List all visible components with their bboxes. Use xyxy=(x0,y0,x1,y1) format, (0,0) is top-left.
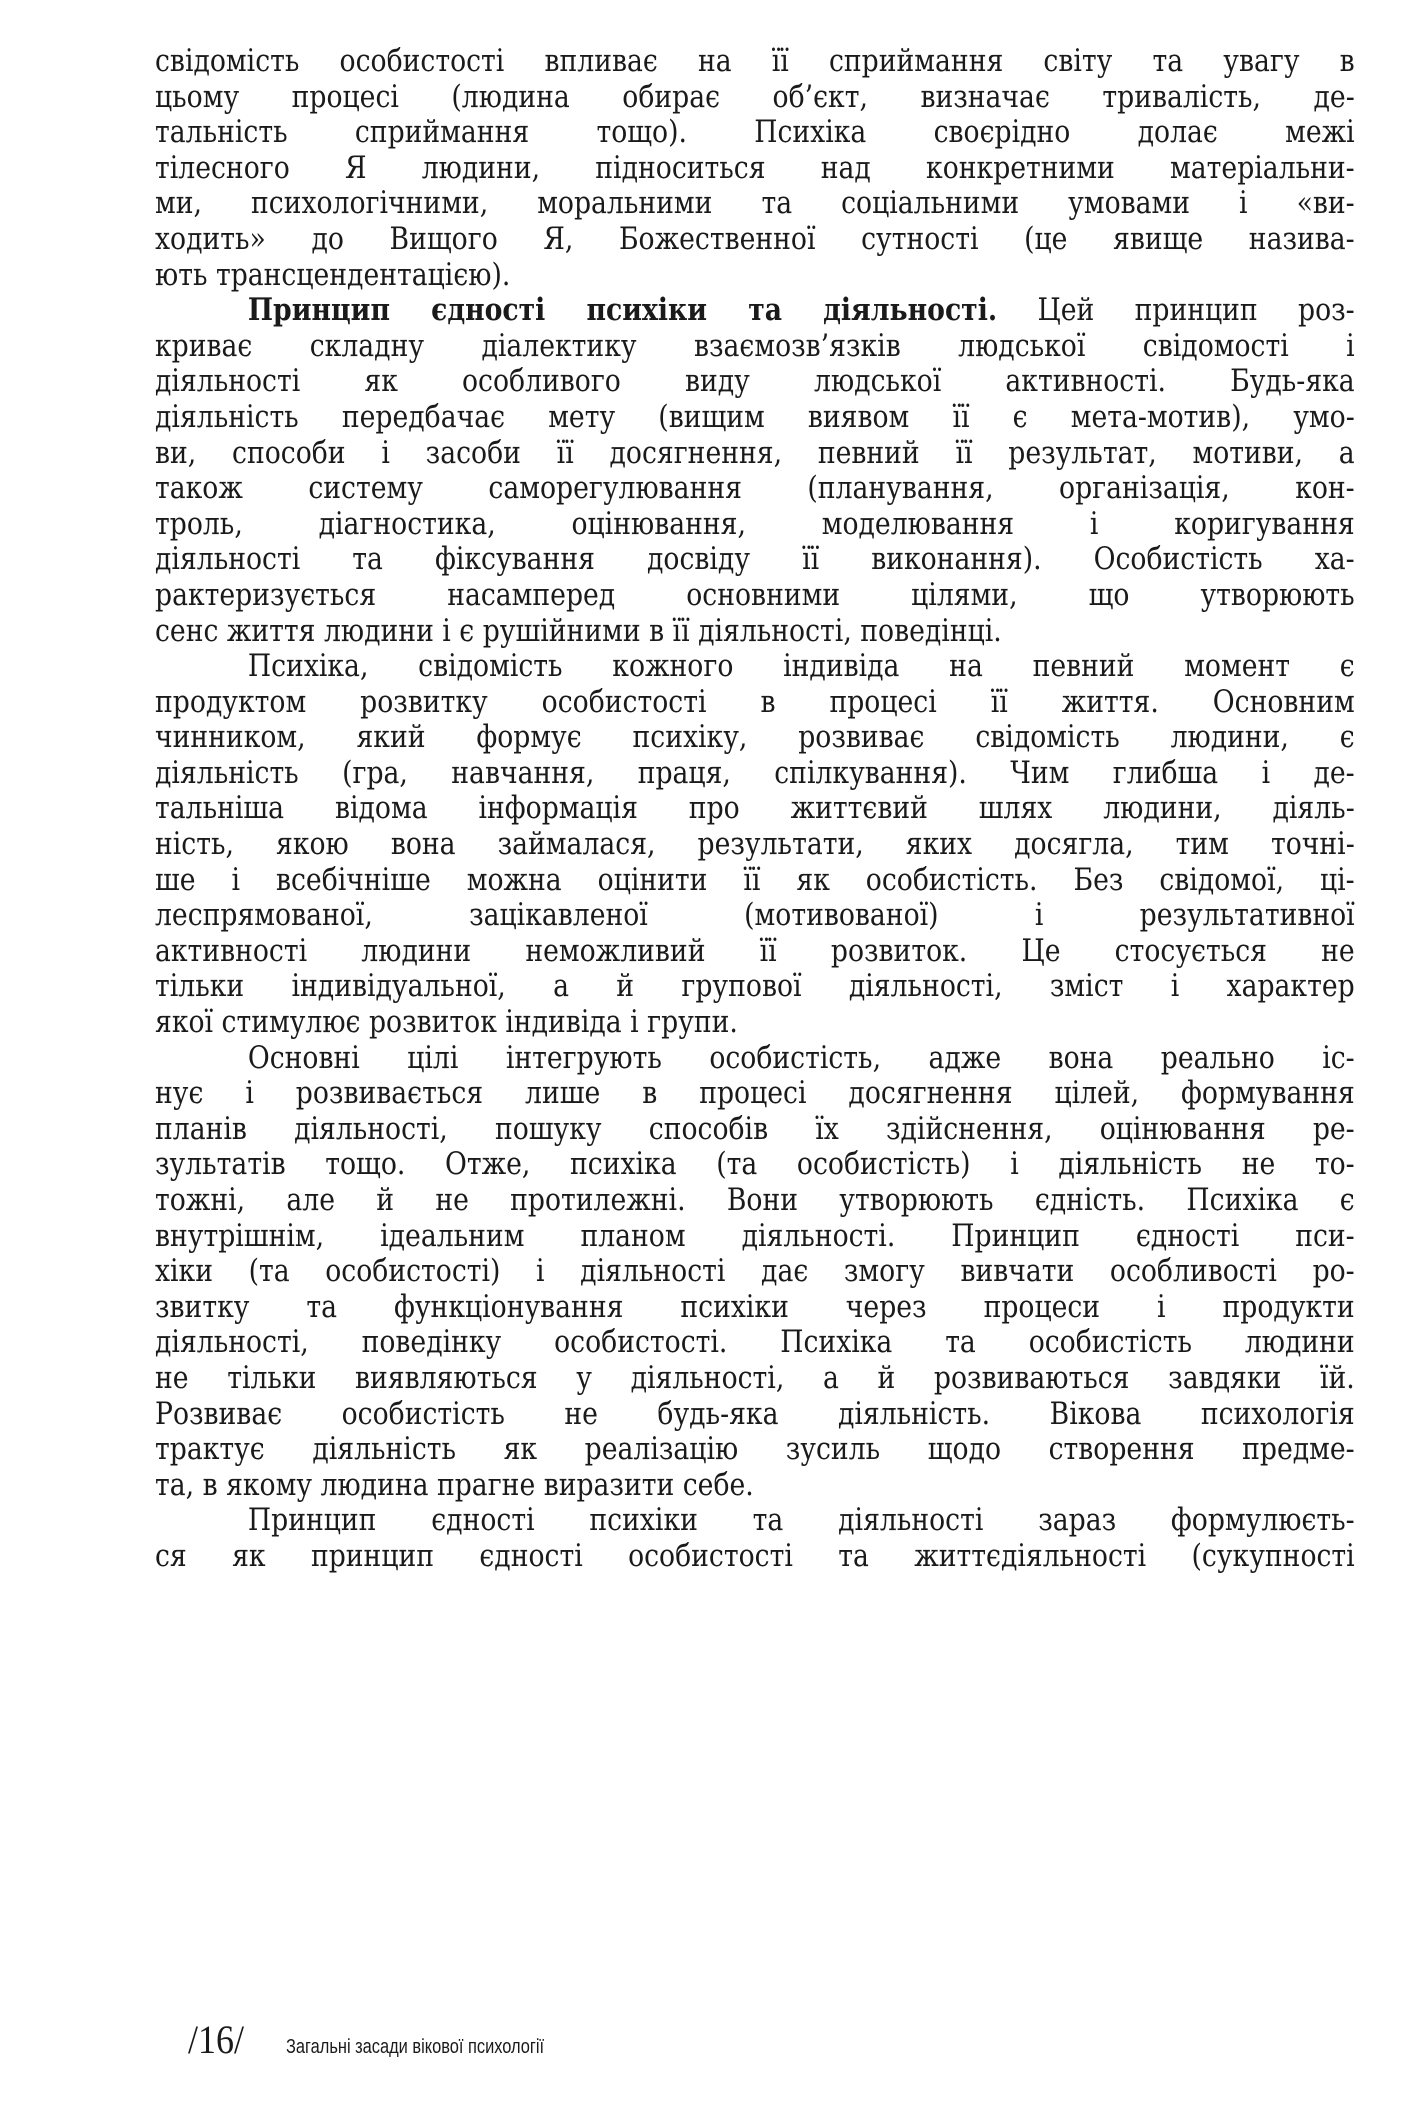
text-line: активності людини неможливий її розвиток. Це стосується не xyxy=(155,932,1355,969)
text-line: нує і розвивається лише в процесі досягнення цілей, формування xyxy=(155,1075,1355,1112)
section-heading: Принцип єдності психіки та діяльності. xyxy=(247,292,998,329)
page-number: /16/ xyxy=(188,2017,245,2062)
paragraph xyxy=(155,1503,1355,1574)
text-line: Розвиває особистість не будь-яка діяльність. Вікова психологія xyxy=(155,1395,1355,1432)
text-line: та, в якому людина прагне виразити себе. xyxy=(155,1466,754,1503)
text-line: цьому процесі (людина обирає об’єкт, визначає тривалість, де- xyxy=(155,78,1355,115)
text-line: троль, діагностика, оцінювання, моделювання і коригування xyxy=(155,505,1355,542)
text-line: продуктом розвитку особистості в процесі її життя. Основним xyxy=(155,683,1355,720)
text-line: діяльності та фіксування досвіду її виконання). Особистість ха- xyxy=(155,541,1355,578)
text-line: також систему саморегулювання (планування, організація, кон- xyxy=(155,470,1355,507)
text-line: діяльність (гра, навчання, праця, спілкування). Чим глибша і де- xyxy=(155,754,1355,791)
text-line: зультатів тощо. Отже, психіка (та особистість) і діяльність не то- xyxy=(155,1146,1355,1183)
text-line: діяльності, поведінку особистості. Психіка та особистість людини xyxy=(155,1324,1355,1361)
text-line: чинником, який формує психіку, розвиває свідомість людини, є xyxy=(155,719,1355,756)
text-line: рактеризується насамперед основними цілями, що утворюють xyxy=(155,576,1355,613)
text-line: ність, якою вона займалася, результати, яких досягла, тим точні- xyxy=(155,826,1355,863)
text-line: ви, способи і засоби її досягнення, певний її результат, мотиви, а xyxy=(155,434,1355,471)
text-line: діяльність передбачає мету (вищим виявом її є мета-мотив), умо- xyxy=(155,398,1355,435)
text-line: якої стимулює розвиток індивіда і групи. xyxy=(155,1004,738,1041)
text-line: леспрямованої, зацікавленої (мотивованої) і результативної xyxy=(155,897,1355,934)
text-line: хіки (та особистості) і діяльності дає змогу вивчати особливості ро- xyxy=(155,1253,1355,1290)
paragraph xyxy=(155,293,1355,649)
text-line: діяльності як особливого виду людської активності. Будь-яка xyxy=(155,363,1355,400)
text-line: не тільки виявляються у діяльності, а й розвиваються завдяки їй. xyxy=(155,1359,1355,1396)
text-line: ходить» до Вищого Я, Божественної сутності (це явище назива- xyxy=(155,220,1355,257)
text-line: Принцип єдності психіки та діяльності зараз формулюєть- xyxy=(247,1502,1355,1539)
text-line: Психіка, свідомість кожного індивіда на певний момент є xyxy=(247,648,1355,685)
text-line: планів діяльності, пошуку способів їх здійснення, оцінювання ре- xyxy=(155,1110,1355,1147)
page-body xyxy=(155,44,1355,1575)
text-line: внутрішнім, ідеальним планом діяльності. Принцип єдності пси- xyxy=(155,1217,1355,1254)
text-fragment: Цей принцип роз- xyxy=(997,292,1355,329)
text-line: свідомість особистості впливає на її сприймання світу та увагу в xyxy=(155,43,1355,79)
text-line: ше і всебічніше можна оцінити її як особистість. Без свідомої, ці- xyxy=(155,861,1355,898)
text-line: сенс життя людини і є рушійними в її діяльності, поведінці. xyxy=(155,612,1002,649)
text-line: тальніша відома інформація про життєвий шлях людини, діяль- xyxy=(155,790,1355,827)
text-line: криває складну діалектику взаємозв’язків людської свідомості і xyxy=(155,327,1355,364)
text-line: ся як принцип єдності особистості та життєдіяльності (сукупності xyxy=(155,1537,1355,1574)
text-line xyxy=(155,293,1355,329)
text-line: ють трансцендентацією). xyxy=(155,256,511,293)
paragraph xyxy=(155,1041,1355,1504)
text-line: трактує діяльність як реалізацію зусиль щодо створення предме- xyxy=(155,1431,1355,1468)
page-footer xyxy=(188,2016,601,2063)
paragraph xyxy=(155,649,1355,1041)
running-title: Загальні засади вікової психології xyxy=(286,2036,545,2058)
text-line: тілесного Я людини, підноситься над конкретними матеріальни- xyxy=(155,149,1355,186)
text-line: тільки індивідуальної, а й групової діяльності, зміст і характер xyxy=(155,968,1355,1005)
text-line: тожні, але й не протилежні. Вони утворюють єдність. Психіка є xyxy=(155,1182,1355,1218)
text-line: Основні цілі інтегрують особистість, адже вона реально іс- xyxy=(247,1039,1355,1076)
text-line: ми, психологічними, моральними та соціальними умовами і «ви- xyxy=(155,185,1355,222)
text-line: тальність сприймання тощо). Психіка своєрідно долає межі xyxy=(155,114,1355,151)
text-line: звитку та функціонування психіки через процеси і продукти xyxy=(155,1288,1355,1325)
paragraph xyxy=(155,44,1355,293)
